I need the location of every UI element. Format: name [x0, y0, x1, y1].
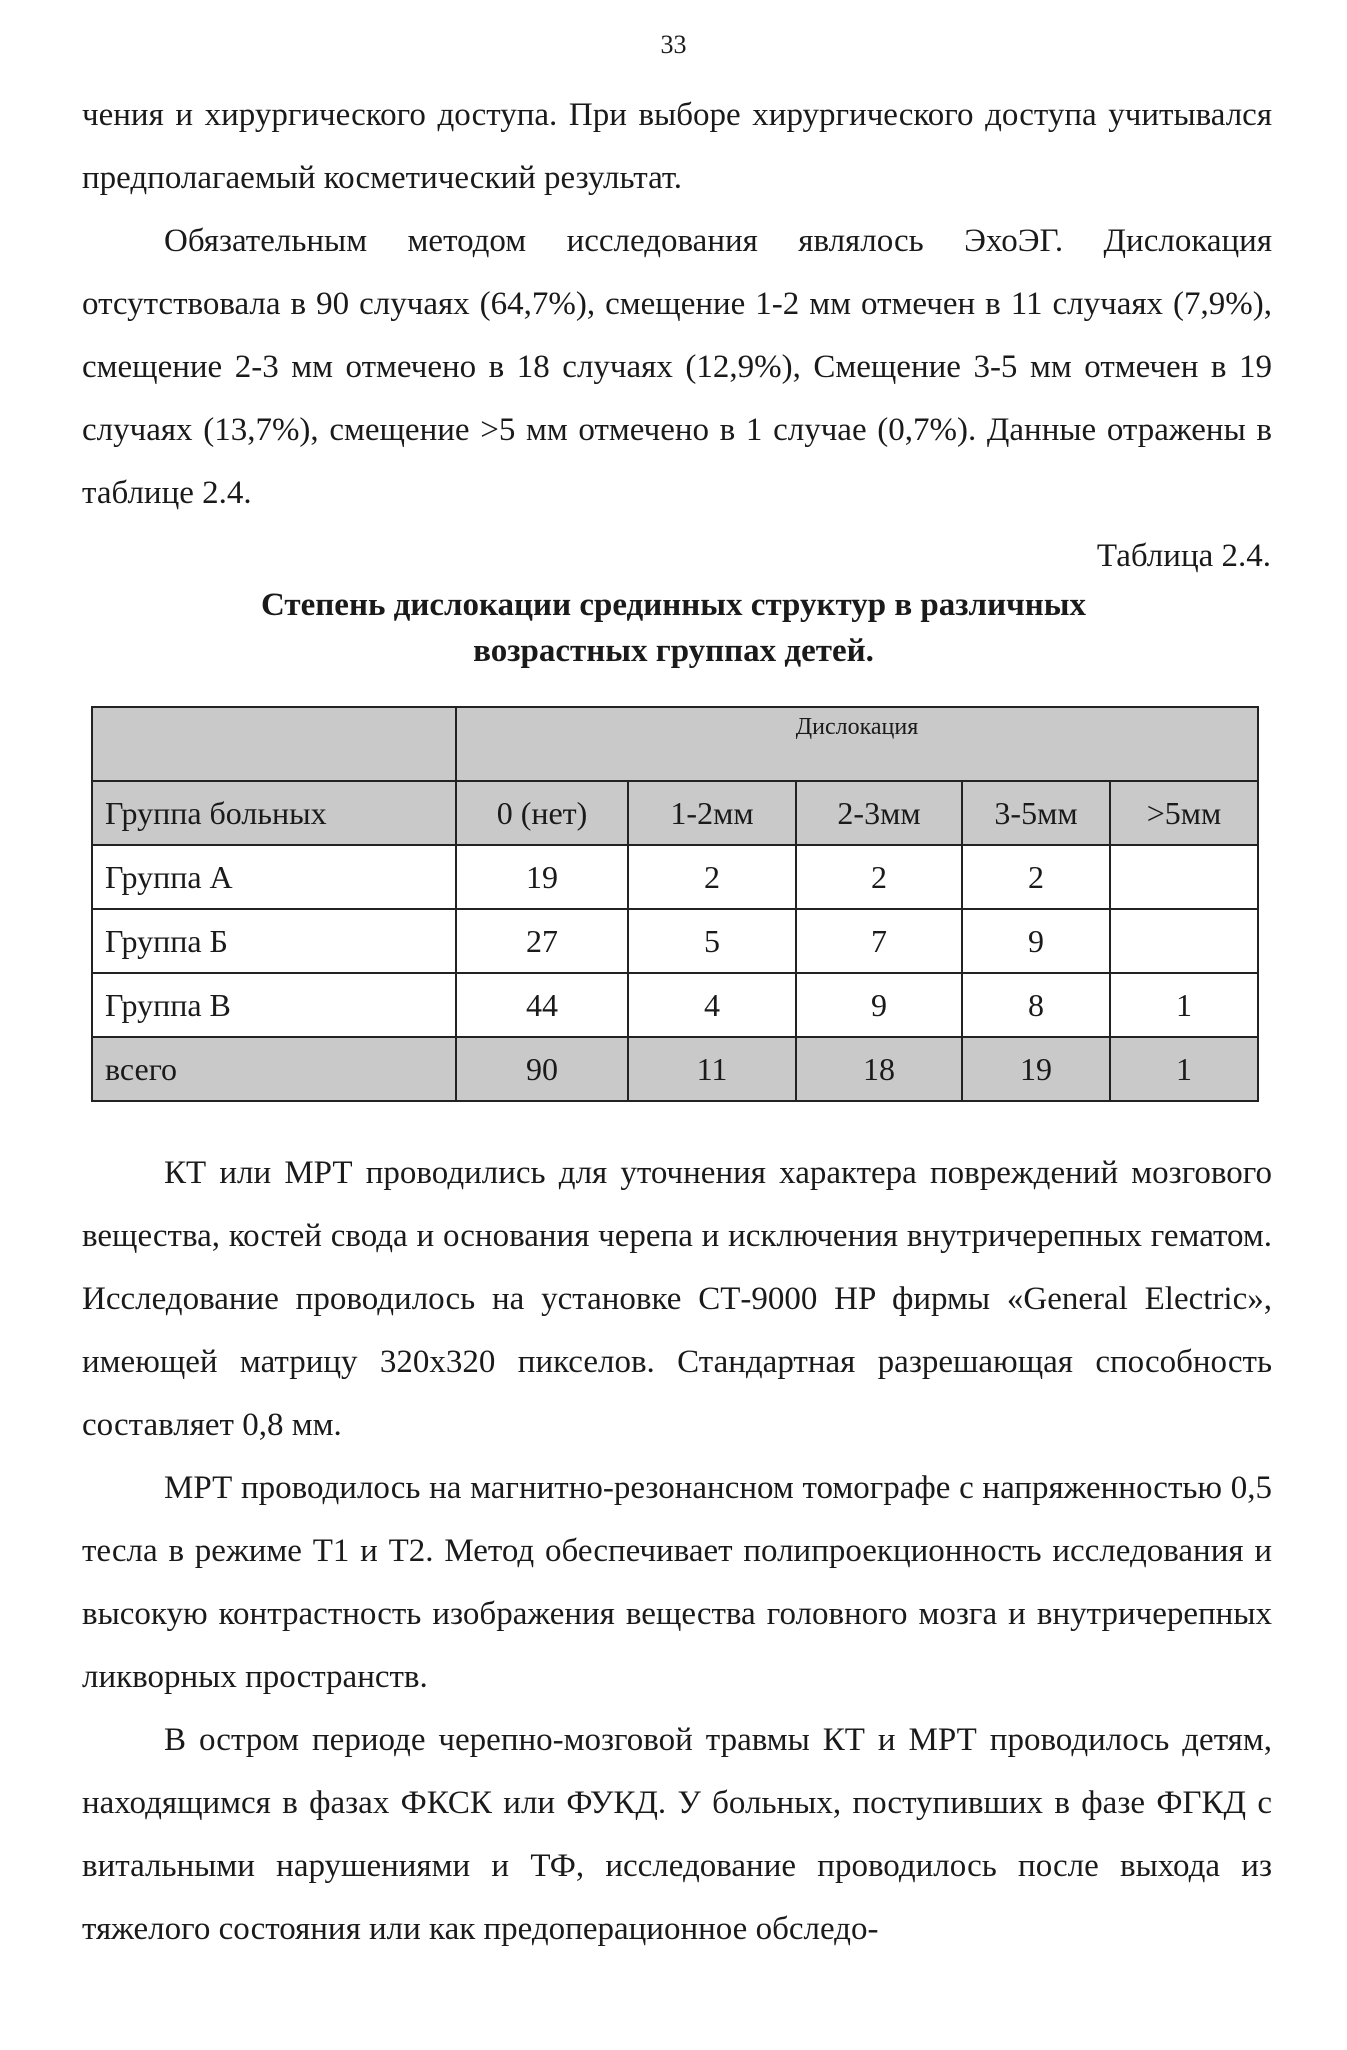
table-header-cell: 1-2мм [628, 781, 796, 845]
table-cell: 9 [796, 973, 962, 1037]
table-cell [1110, 909, 1258, 973]
table-total-cell: 19 [962, 1037, 1110, 1101]
paragraph: чения и хирургического доступа. При выборе хирургического доступа учитывался предполагаемый косметический результат. [82, 97, 1272, 196]
table-header-cell: 2-3мм [796, 781, 962, 845]
table-total-cell: всего [92, 1037, 456, 1101]
table-title-line: возрастных группах детей. [473, 633, 874, 669]
table-cell: 4 [628, 973, 796, 1037]
table-corner-cell [92, 707, 456, 781]
table-total-cell: 11 [628, 1037, 796, 1101]
table-header-cell: >5мм [1110, 781, 1258, 845]
table-cell: 2 [962, 845, 1110, 909]
table-caption: Таблица 2.4. [1096, 538, 1271, 574]
table-cell: Группа Б [92, 909, 456, 973]
table-header-cell: Группа больных [92, 781, 456, 845]
table-cell: 19 [456, 845, 628, 909]
dislocation-table [91, 706, 1259, 1102]
table-row [92, 845, 1258, 909]
table-total-row [92, 1037, 1258, 1101]
table-cell: Группа А [92, 845, 456, 909]
table-title [0, 582, 1347, 674]
paragraph: В остром периоде черепно-мозговой травмы КТ и МРТ проводилось детям, находящимся в фазах ФКСК или ФУКД. У больных, поступивших в фазе ФГКД с витальными нарушениями и ТФ, исследование проводилось после выхода из тяжелого состояния или как предоперационное обследо- [82, 1722, 1272, 1947]
table-cell: 2 [796, 845, 962, 909]
table-cell: 8 [962, 973, 1110, 1037]
table-header-cell: 3-5мм [962, 781, 1110, 845]
table-cell: Группа В [92, 973, 456, 1037]
table-cell: 7 [796, 909, 962, 973]
paragraph: КТ или МРТ проводились для уточнения характера повреждений мозгового вещества, костей свода и основания черепа и исключения внутричерепных гематом. Исследование проводилось на установке СТ-9000 HP фирмы «General Electric», имеющей матрицу 320х320 пикселов. Стандартная разрешающая способность составляет 0,8 мм. [82, 1155, 1272, 1443]
table-cell: 9 [962, 909, 1110, 973]
table-cell: 2 [628, 845, 796, 909]
table-cell: 44 [456, 973, 628, 1037]
table-title-line: Степень дислокации срединных структур в различных [261, 587, 1086, 623]
table-row [92, 973, 1258, 1037]
paragraph: Обязательным методом исследования являлось ЭхоЭГ. Дислокация отсутствовала в 90 случаях (64,7%), смещение 1-2 мм отмечен в 11 случаях (7,9%), смещение 2-3 мм отмечено в 18 случаях (12,9%), Смещение 3-5 мм отмечен в 19 случаях (13,7%), смещение >5 мм отмечено в 1 случае (0,7%). Данные отражены в таблице 2.4. [82, 223, 1272, 511]
table-group-header: Дислокация [456, 707, 1258, 781]
text-block-top [82, 84, 1272, 525]
table-cell: 1 [1110, 973, 1258, 1037]
table-total-cell: 90 [456, 1037, 628, 1101]
text-block-bottom [82, 1142, 1272, 1961]
table-cell: 27 [456, 909, 628, 973]
page-number: 33 [660, 30, 687, 59]
table-header-cell: 0 (нет) [456, 781, 628, 845]
table-row [92, 909, 1258, 973]
paragraph: МРТ проводилось на магнитно-резонансном томографе с напряженностью 0,5 тесла в режиме Т1 и Т2. Метод обеспечивает полипроекционность исследования и высокую контрастность изображения вещества головного мозга и внутричерепных ликворных пространств. [82, 1470, 1272, 1695]
table-cell [1110, 845, 1258, 909]
table-total-cell: 18 [796, 1037, 962, 1101]
table-total-cell: 1 [1110, 1037, 1258, 1101]
table-cell: 5 [628, 909, 796, 973]
